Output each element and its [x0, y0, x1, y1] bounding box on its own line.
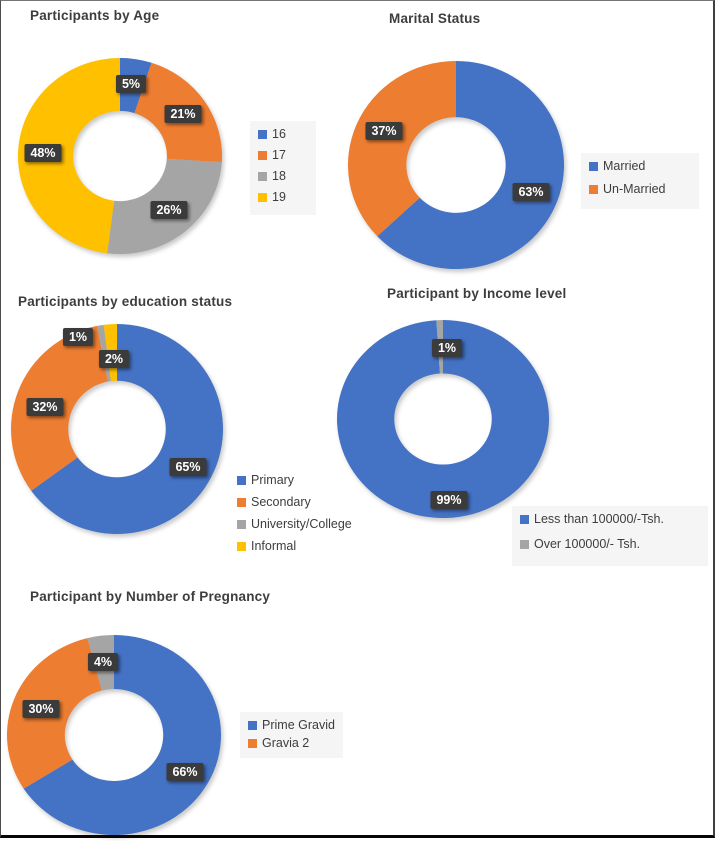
chart-title-number-of-pregnancy: Participant by Number of Pregnancy — [30, 589, 271, 604]
data-label: 2% — [99, 350, 129, 368]
data-label: 65% — [169, 458, 206, 476]
legend-item — [258, 126, 308, 147]
legend-marker-icon — [258, 172, 267, 181]
data-label: 4% — [88, 653, 118, 671]
data-label: 37% — [365, 122, 402, 140]
legend-label: 16 — [272, 127, 286, 141]
legend-marker-icon — [237, 520, 246, 529]
chart-title-income-level: Participant by Income level — [387, 286, 567, 301]
data-label: 21% — [164, 105, 201, 123]
data-label: 32% — [26, 398, 63, 416]
legend-marker-icon — [237, 476, 246, 485]
legend-item — [237, 516, 367, 538]
chart-legend — [250, 121, 316, 215]
data-label: 48% — [24, 144, 61, 162]
legend-label: Secondary — [251, 495, 311, 509]
legend-marker-icon — [520, 515, 529, 524]
legend-label: Un-Married — [603, 182, 666, 196]
legend-marker-icon — [258, 193, 267, 202]
data-label: 66% — [166, 763, 203, 781]
donut-slice-un-married — [348, 61, 456, 236]
chart-title-marital-status: Marital Status — [389, 11, 481, 26]
legend-label: Informal — [251, 539, 297, 553]
legend-label: Over 100000/- Tsh. — [534, 537, 641, 551]
legend-label: 17 — [272, 148, 286, 162]
legend-marker-icon — [589, 185, 598, 194]
legend-item — [258, 189, 308, 210]
data-label: 5% — [116, 75, 146, 93]
legend-item — [520, 511, 700, 536]
legend-item — [237, 494, 367, 516]
legend-item — [258, 168, 308, 189]
legend-label: Primary — [251, 473, 295, 487]
chart-title-age: Participants by Age — [30, 8, 160, 23]
chart-title-education-status: Participants by education status — [18, 294, 233, 309]
data-label: 30% — [22, 700, 59, 718]
chart-legend — [229, 467, 375, 565]
legend-item — [237, 538, 367, 560]
legend-label: Less than 100000/-Tsh. — [534, 512, 664, 526]
legend-marker-icon — [248, 721, 257, 730]
legend-label: 18 — [272, 169, 286, 183]
legend-item — [589, 181, 691, 204]
legend-label: Prime Gravid — [262, 718, 335, 732]
chart-legend — [581, 153, 699, 209]
data-label: 26% — [150, 201, 187, 219]
legend-marker-icon — [258, 130, 267, 139]
legend-label: 19 — [272, 190, 286, 204]
legend-item — [237, 472, 367, 494]
legend-item — [258, 147, 308, 168]
legend-marker-icon — [520, 540, 529, 549]
legend-marker-icon — [589, 162, 598, 171]
data-label: 1% — [63, 328, 93, 346]
data-label: 63% — [512, 183, 549, 201]
legend-marker-icon — [258, 151, 267, 160]
legend-item — [248, 717, 335, 735]
data-label: 1% — [432, 339, 462, 357]
legend-label: Gravia 2 — [262, 736, 310, 750]
legend-item — [589, 158, 691, 181]
chart-legend — [240, 712, 343, 758]
data-label: 99% — [430, 491, 467, 509]
chart-legend — [512, 506, 708, 566]
legend-label: Married — [603, 159, 646, 173]
legend-label: University/College — [251, 517, 352, 531]
legend-marker-icon — [248, 739, 257, 748]
legend-item — [248, 735, 335, 753]
legend-marker-icon — [237, 498, 246, 507]
legend-item — [520, 536, 700, 561]
legend-marker-icon — [237, 542, 246, 551]
